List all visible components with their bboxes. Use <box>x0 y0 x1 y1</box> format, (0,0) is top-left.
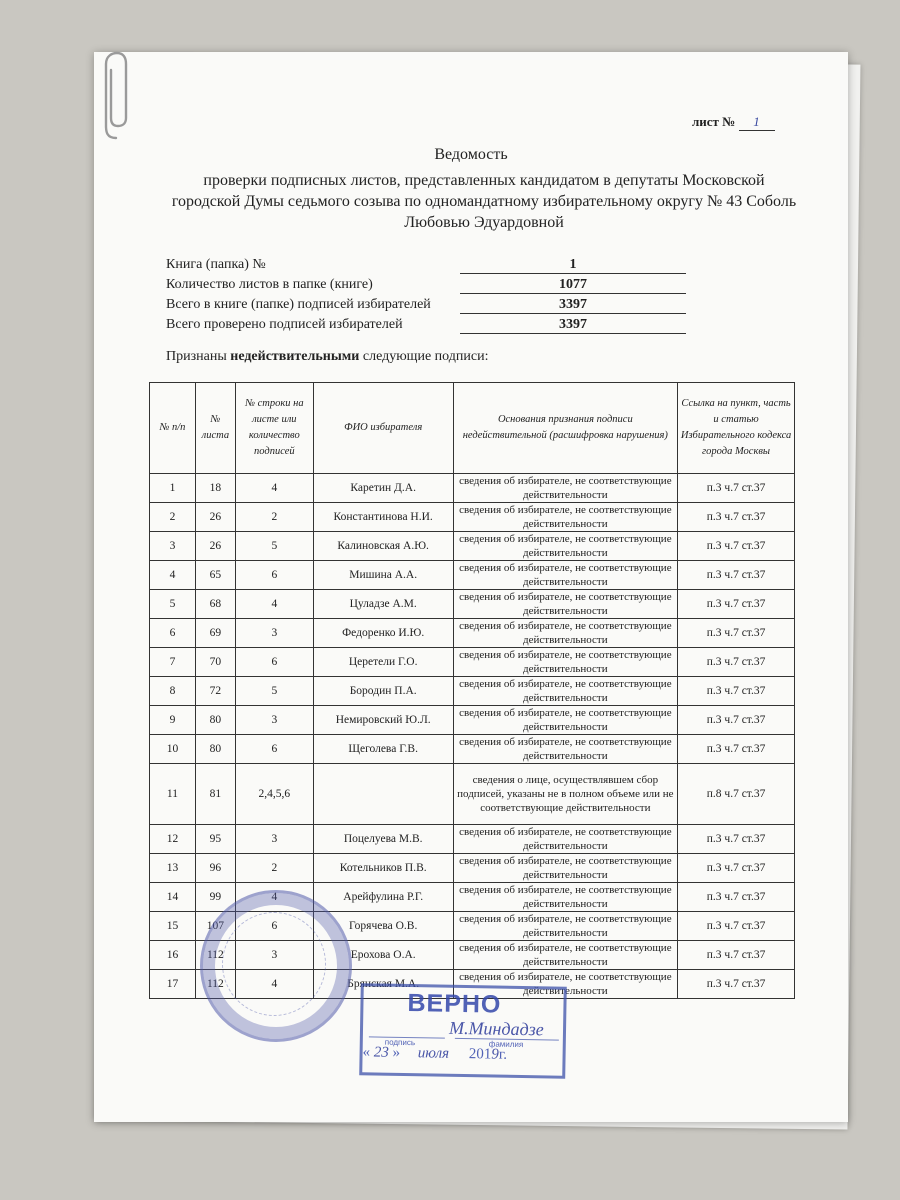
cell-line-number: 4 <box>235 590 313 619</box>
cell-invalidity-basis: сведения об избирателе, не соответствующие действительности <box>453 912 678 941</box>
cell-voter-name: Калиновская А.Ю. <box>313 532 453 561</box>
cell-code-reference: п.3 ч.7 ст.37 <box>678 912 795 941</box>
cell-row-number: 11 <box>150 764 196 825</box>
cell-sheet-number: 68 <box>195 590 235 619</box>
cell-invalidity-basis: сведения об избирателе, не соответствующие действительности <box>453 735 678 764</box>
cell-invalidity-basis: сведения об избирателе, не соответствующие действительности <box>453 677 678 706</box>
cell-sheet-number: 95 <box>195 825 235 854</box>
cell-invalidity-basis: сведения об избирателе, не соответствующие действительности <box>453 474 678 503</box>
cell-invalidity-basis: сведения об избирателе, не соответствующие действительности <box>453 970 678 999</box>
table-header-row <box>150 383 795 474</box>
cell-voter-name: Церетели Г.О. <box>313 648 453 677</box>
cell-voter-name: Щеголева Г.В. <box>313 735 453 764</box>
cell-row-number: 2 <box>150 503 196 532</box>
paper-clip-icon <box>103 50 129 142</box>
cell-voter-name: Поцелуева М.В. <box>313 825 453 854</box>
cell-invalidity-basis: сведения об избирателе, не соответствующие действительности <box>453 854 678 883</box>
cell-sheet-number: 81 <box>195 764 235 825</box>
cell-line-number: 6 <box>235 561 313 590</box>
cell-invalidity-basis: сведения об избирателе, не соответствующие действительности <box>453 883 678 912</box>
cell-line-number: 3 <box>235 706 313 735</box>
cell-voter-name: Константинова Н.И. <box>313 503 453 532</box>
info-value: 1077 <box>460 277 686 294</box>
table-row <box>150 590 795 619</box>
header-sheet-number: № листа <box>195 383 235 474</box>
date-month: июля <box>417 1045 450 1062</box>
cell-sheet-number: 112 <box>195 970 235 999</box>
cell-sheet-number: 69 <box>195 619 235 648</box>
cell-row-number: 7 <box>150 648 196 677</box>
cell-code-reference: п.3 ч.7 ст.37 <box>678 561 795 590</box>
stamp-signature: М.Миндадзе <box>448 1017 544 1040</box>
cell-line-number: 2,4,5,6 <box>235 764 313 825</box>
cell-line-number: 2 <box>235 503 313 532</box>
cell-sheet-number: 80 <box>195 735 235 764</box>
date-open-quote: « <box>362 1044 371 1061</box>
cell-voter-name: Немировский Ю.Л. <box>313 706 453 735</box>
cell-line-number: 4 <box>235 970 313 999</box>
cell-row-number: 10 <box>150 735 196 764</box>
cell-line-number: 3 <box>235 941 313 970</box>
table-row <box>150 677 795 706</box>
cell-invalidity-basis: сведения об избирателе, не соответствующие действительности <box>453 941 678 970</box>
invalid-signatures-heading <box>166 349 488 365</box>
info-label: Всего проверено подписей избирателей <box>166 317 403 332</box>
cell-invalidity-basis: сведения об избирателе, не соответствующие действительности <box>453 503 678 532</box>
cell-code-reference: п.3 ч.7 ст.37 <box>678 474 795 503</box>
cell-line-number: 5 <box>235 532 313 561</box>
cell-row-number: 4 <box>150 561 196 590</box>
cell-line-number: 3 <box>235 619 313 648</box>
cell-code-reference: п.3 ч.7 ст.37 <box>678 648 795 677</box>
info-label: Всего в книге (папке) подписей избирателей <box>166 297 431 312</box>
sheet-number <box>692 114 775 131</box>
header-voter-name: ФИО избирателя <box>313 383 453 474</box>
document-subtitle: проверки подписных листов, представленных кандидатом в депутаты Московской городской Думы седьмого созыва по одномандатному избирательному округу № 43 Соболь Любовью Эдуардовной <box>171 172 797 231</box>
cell-sheet-number: 26 <box>195 532 235 561</box>
cell-row-number: 1 <box>150 474 196 503</box>
cell-sheet-number: 99 <box>195 883 235 912</box>
cell-sheet-number: 70 <box>195 648 235 677</box>
stamp-date <box>362 1044 562 1064</box>
cell-line-number: 6 <box>235 735 313 764</box>
info-label: Количество листов в папке (книге) <box>166 277 373 292</box>
date-year-prefix: 201 <box>468 1046 492 1063</box>
cell-line-number: 3 <box>235 825 313 854</box>
cell-voter-name: Брянская М.А. <box>313 970 453 999</box>
date-close-quote: » <box>392 1044 401 1061</box>
cell-line-number: 2 <box>235 854 313 883</box>
info-value: 3397 <box>460 297 686 314</box>
cell-invalidity-basis: сведения о лице, осуществлявшем сбор подписей, указаны не в полном объеме или не соответствующие действительности <box>453 764 678 825</box>
table-row <box>150 532 795 561</box>
cell-code-reference: п.3 ч.7 ст.37 <box>678 677 795 706</box>
cell-code-reference: п.8 ч.7 ст.37 <box>678 764 795 825</box>
cell-line-number: 6 <box>235 648 313 677</box>
cell-voter-name: Арейфулина Р.Г. <box>313 883 453 912</box>
cell-row-number: 6 <box>150 619 196 648</box>
cell-row-number: 8 <box>150 677 196 706</box>
cell-invalidity-basis: сведения об избирателе, не соответствующие действительности <box>453 590 678 619</box>
certified-stamp <box>359 983 567 1079</box>
table-row <box>150 619 795 648</box>
cell-line-number: 4 <box>235 474 313 503</box>
cell-code-reference: п.3 ч.7 ст.37 <box>678 941 795 970</box>
info-value: 3397 <box>460 317 686 334</box>
header-row-number: № п/п <box>150 383 196 474</box>
cell-row-number: 17 <box>150 970 196 999</box>
heading-suffix: следующие подписи: <box>359 349 489 364</box>
cell-voter-name: Федоренко И.Ю. <box>313 619 453 648</box>
cell-sheet-number: 112 <box>195 941 235 970</box>
cell-row-number: 13 <box>150 854 196 883</box>
table-row <box>150 706 795 735</box>
cell-invalidity-basis: сведения об избирателе, не соответствующие действительности <box>453 561 678 590</box>
cell-code-reference: п.3 ч.7 ст.37 <box>678 825 795 854</box>
cell-sheet-number: 18 <box>195 474 235 503</box>
cell-voter-name: Мишина А.А. <box>313 561 453 590</box>
info-value: 1 <box>460 257 686 274</box>
cell-code-reference: п.3 ч.7 ст.37 <box>678 590 795 619</box>
table-row <box>150 474 795 503</box>
cell-code-reference: п.3 ч.7 ст.37 <box>678 706 795 735</box>
cell-sheet-number: 107 <box>195 912 235 941</box>
cell-line-number: 6 <box>235 912 313 941</box>
cell-line-number: 5 <box>235 677 313 706</box>
document-title: Ведомость <box>434 146 508 163</box>
table-row <box>150 648 795 677</box>
date-year-unit: г. <box>498 1046 508 1063</box>
date-day: 23 <box>373 1044 389 1061</box>
cell-sheet-number: 96 <box>195 854 235 883</box>
cell-sheet-number: 72 <box>195 677 235 706</box>
info-label: Книга (папка) № <box>166 257 266 272</box>
cell-voter-name: Ерохова О.А. <box>313 941 453 970</box>
cell-sheet-number: 65 <box>195 561 235 590</box>
header-code-reference: Ссылка на пункт, часть и статью Избирательного кодекса города Москвы <box>678 383 795 474</box>
cell-invalidity-basis: сведения об избирателе, не соответствующие действительности <box>453 532 678 561</box>
cell-voter-name: Бородин П.А. <box>313 677 453 706</box>
heading-prefix: Признаны <box>166 349 231 364</box>
cell-invalidity-basis: сведения об избирателе, не соответствующие действительности <box>453 648 678 677</box>
table-row <box>150 503 795 532</box>
cell-code-reference: п.3 ч.7 ст.37 <box>678 532 795 561</box>
cell-row-number: 14 <box>150 883 196 912</box>
surname-caption: фамилия <box>488 1039 524 1050</box>
header-line-number: № строки на листе или количество подписей <box>235 383 313 474</box>
cell-sheet-number: 26 <box>195 503 235 532</box>
cell-row-number: 12 <box>150 825 196 854</box>
sheet-number-label: лист № <box>692 114 736 129</box>
cell-voter-name: Горячева О.В. <box>313 912 453 941</box>
cell-voter-name: Котельников П.В. <box>313 854 453 883</box>
cell-row-number: 3 <box>150 532 196 561</box>
cell-code-reference: п.3 ч.7 ст.37 <box>678 883 795 912</box>
cell-voter-name: Цуладзе А.М. <box>313 590 453 619</box>
round-seal-inner-ring <box>222 912 326 1016</box>
heading-bold: недействительными <box>230 349 360 364</box>
cell-invalidity-basis: сведения об избирателе, не соответствующие действительности <box>453 825 678 854</box>
table-row <box>150 854 795 883</box>
date-year-suffix: 9 <box>491 1046 499 1063</box>
cell-code-reference: п.3 ч.7 ст.37 <box>678 503 795 532</box>
cell-row-number: 9 <box>150 706 196 735</box>
table-row <box>150 735 795 764</box>
signature-caption: подпись <box>384 1037 416 1048</box>
header-invalidity-basis: Основания признания подписи недействительной (расшифровка нарушения) <box>453 383 678 474</box>
cell-voter-name: Каретин Д.А. <box>313 474 453 503</box>
cell-row-number: 5 <box>150 590 196 619</box>
cell-sheet-number: 80 <box>195 706 235 735</box>
cell-row-number: 15 <box>150 912 196 941</box>
cell-code-reference: п.3 ч.7 ст.37 <box>678 619 795 648</box>
cell-invalidity-basis: сведения об избирателе, не соответствующие действительности <box>453 706 678 735</box>
table-row <box>150 764 795 825</box>
cell-code-reference: п.3 ч.7 ст.37 <box>678 970 795 999</box>
table-row <box>150 825 795 854</box>
cell-row-number: 16 <box>150 941 196 970</box>
cell-code-reference: п.3 ч.7 ст.37 <box>678 854 795 883</box>
cell-code-reference: п.3 ч.7 ст.37 <box>678 735 795 764</box>
stamp-title: ВЕРНО <box>407 989 502 1019</box>
sheet-number-value: 1 <box>739 114 775 131</box>
table-row <box>150 561 795 590</box>
cell-line-number: 4 <box>235 883 313 912</box>
cell-invalidity-basis: сведения об избирателе, не соответствующие действительности <box>453 619 678 648</box>
cell-voter-name <box>313 764 453 825</box>
